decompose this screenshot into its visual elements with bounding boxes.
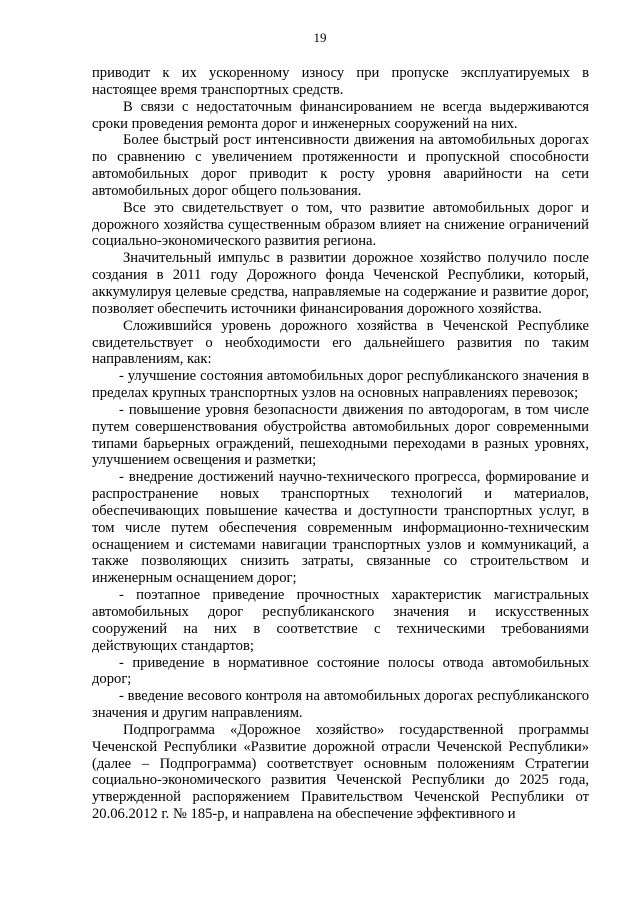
list-item: - улучшение состояния автомобильных дорог республиканского значения в пределах крупных транспортных узлов на основных направлениях перевозок; — [92, 368, 589, 402]
paragraph: В связи с недостаточным финансированием не всегда выдерживаются сроки проведения ремонта дорог и инженерных сооружений на них. — [92, 98, 589, 132]
paragraph: Значительный импульс в развитии дорожное хозяйство получило после создания в 2011 году Дорожного фонда Чеченской Республики, который, аккумулируя целевые средства, направляемые на содержание и развитие дорог, позволяет обеспечить источники финансирования дорожного хозяйства. — [92, 250, 589, 317]
paragraph: Подпрограмма «Дорожное хозяйство» государственной программы Чеченской Республики «Развитие дорожной отрасли Чеченской Республики» (далее – Подпрограмма) соответствует основным положениям Стратегии социально-экономического развития Чеченской Республики до 2025 года, утвержденной распоряжением Правительством Чеченской Республики от 20.06.2012 г. № 185-р, и направлена на обеспечение эффективного и — [92, 721, 589, 823]
paragraph-continuation: приводит к их ускоренному износу при пропуске эксплуатируемых в настоящее время транспортных средств. — [92, 65, 589, 98]
list-item: - приведение в нормативное состояние полосы отвода автомобильных дорог; — [92, 654, 589, 688]
list-item: - введение весового контроля на автомобильных дорогах республиканского значения и другим направлениям. — [92, 688, 589, 722]
page-number: 19 — [313, 30, 327, 45]
paragraph: Сложившийся уровень дорожного хозяйства в Чеченской Республике свидетельствует о необходимости его дальнейшего развития по таким направлениям, как: — [92, 317, 589, 368]
list-item: - поэтапное приведение прочностных характеристик магистральных автомобильных дорог республиканского значения и искусственных сооружений на них в соответствие с техническими требованиями действующих стандартов; — [92, 587, 589, 654]
paragraph: Более быстрый рост интенсивности движения на автомобильных дорогах по сравнению с увеличением протяженности и пропускной способности автомобильных дорог приводит к росту уровня аварийности на сети автомобильных дорог общего пользования. — [92, 132, 589, 199]
paragraph: Все это свидетельствует о том, что развитие автомобильных дорог и дорожного хозяйства существенным образом влияет на снижение ограничений социально-экономического развития региона. — [92, 199, 589, 250]
list-item: - повышение уровня безопасности движения по автодорогам, в том числе путем совершенствования обустройства автомобильных дорог современными типами барьерных ограждений, пешеходными переходами в разных уровнях, улучшением освещения и разметки; — [92, 401, 589, 469]
list-item: - внедрение достижений научно-технического прогресса, формирование и распространение новых транспортных технологий и материалов, обеспечивающих повышение качества и доступности транспортных услуг, в том числе путем обеспечения современным информационно-техническим оснащением и системами навигации транспортных узлов и коммуникаций, а также позволяющих снизить затраты, связанные со строительством и инженерным оснащением дорог; — [92, 469, 589, 587]
body-text — [92, 65, 589, 823]
